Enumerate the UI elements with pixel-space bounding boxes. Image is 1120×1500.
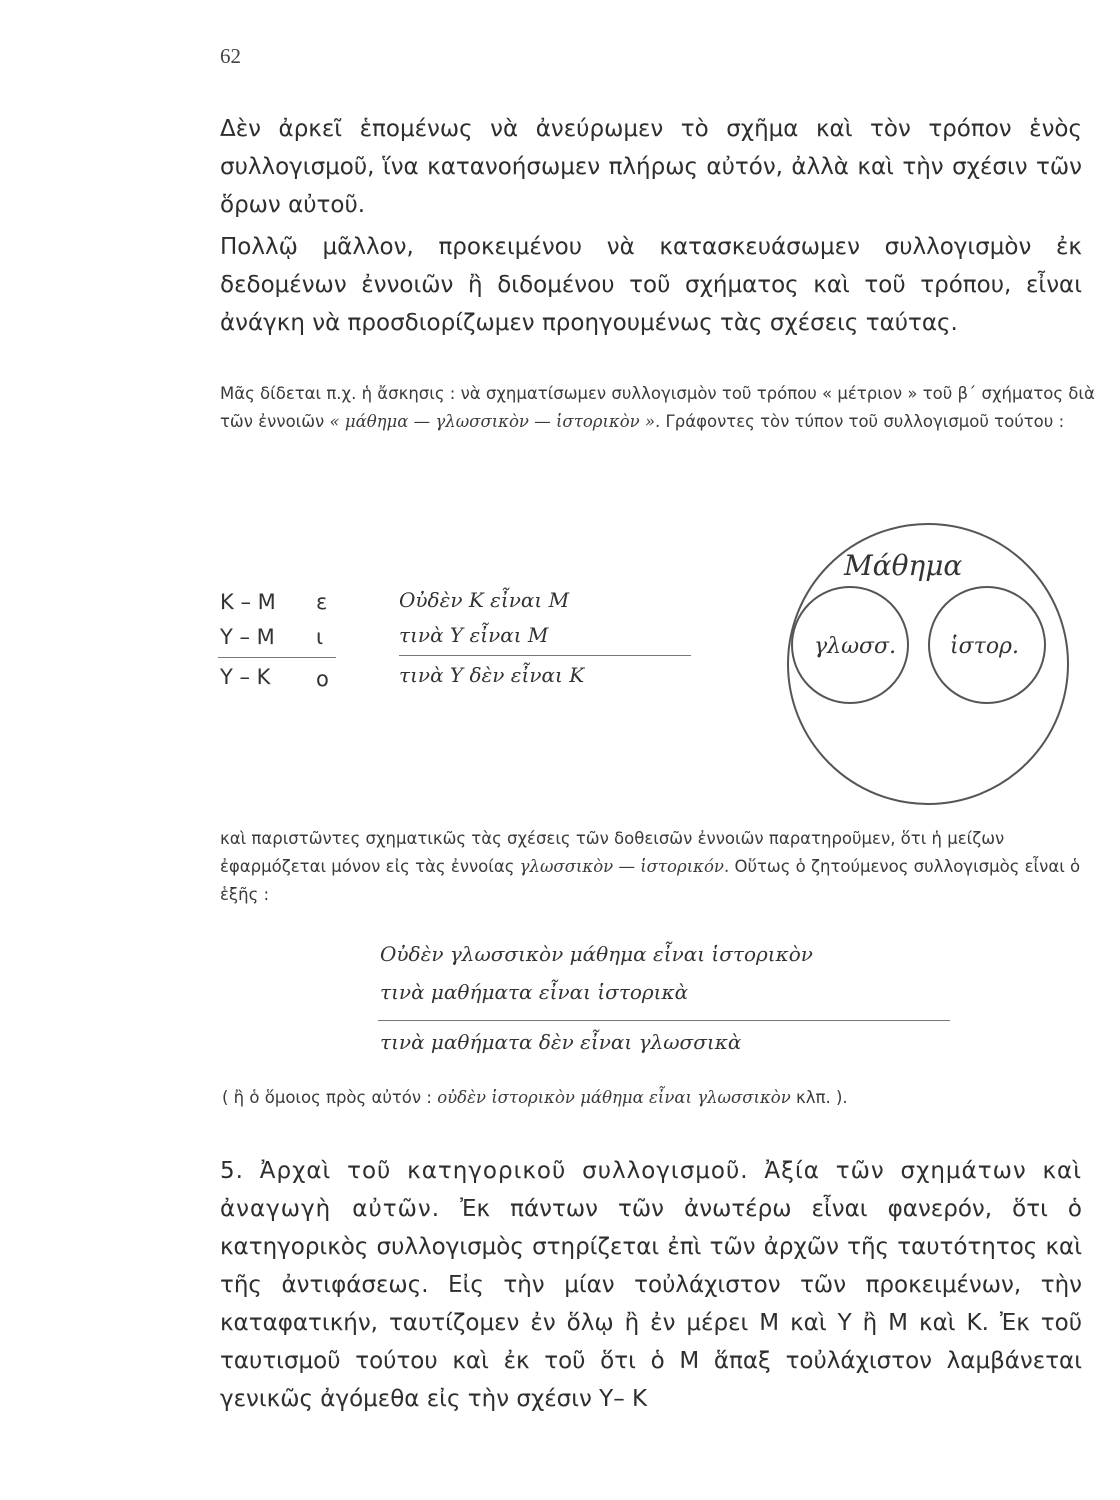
conclusion-rule	[378, 1020, 950, 1021]
note-italic: οὐδὲν ἱστορικὸν μάθημα εἶναι γλωσσικὸν	[437, 1088, 791, 1107]
formula-mood-1: ε	[316, 590, 328, 614]
conclusion-minor-premise: τινὰ μαθήματα εἶναι ἱστορικὰ	[380, 980, 689, 1004]
section-heading: 5. Ἀρχαὶ τοῦ κατηγορικοῦ συλλογισμοῦ. Ἀξία τῶν σχημάτων καὶ ἀναγωγὴ αὐτῶν.	[220, 1158, 1082, 1222]
section-body: Ἐκ πάντων τῶν ἀνωτέρω εἶναι φανερόν, ὅτι ὁ κατηγορικὸς συλλογισμὸς στηρίζεται ἐπὶ τῶν ἀρχῶν τῆς ταυτότητος καὶ τῆς ἀντιφάσεως. Εἰς τὴν μίαν τοὐλάχιστον τῶν προκειμένων, τὴν καταφατικήν, ταυτίζομεν ἐν ὅλῳ ἢ ἐν μέρει Μ καὶ Υ ἢ Μ καὶ Κ. Ἐκ τοῦ ταυτισμοῦ τούτου καὶ ἐκ τοῦ ὅτι ὁ Μ ἅπαξ τοὐλάχιστον λαμβάνεται γενικῶς ἀγόμεθα εἰς τὴν σχέσιν Υ– Κ	[220, 1196, 1083, 1412]
exercise-intro: Μᾶς δίδεται π.χ. ἡ ἄσκησις : νὰ σχηματίσωμεν συλλογισμὸν τοῦ τρόπου « μέτριον » τοῦ β΄ σχήματος διὰ τῶν ἐννοιῶν	[220, 384, 1095, 431]
formula-terms-1: Κ – Μ	[220, 590, 276, 614]
note-after: κλπ. ).	[796, 1088, 848, 1107]
explanation-concepts: γλωσσικὸν — ἱστορικόν.	[519, 857, 730, 876]
diagram-explanation	[220, 825, 1100, 909]
label-mathema: Μάθημα	[844, 549, 963, 582]
explanation-after: Οὕτως ὁ ζητούμενος συλλογισμὸς εἶναι ὁ ἑξῆς :	[220, 857, 1081, 904]
formula-sentence-1: Οὐδὲν Κ εἶναι Μ	[399, 588, 570, 612]
formula-terms-3: Υ – Κ	[220, 665, 271, 689]
conclusion-major-premise: Οὐδὲν γλωσσικὸν μάθημα εἶναι ἱστορικὸν	[380, 942, 813, 966]
alternative-note	[222, 1088, 848, 1107]
paragraph-intro: Δὲν ἀρκεῖ ἑπομένως νὰ ἀνεύρωμεν τὸ σχῆμα καὶ τὸν τρόπον ἑνὸς συλλογισμοῦ, ἵνα κατανοήσωμεν πλήρως αὐτόν, ἀλλὰ καὶ τὴν σχέσιν τῶν ὅρων αὐτοῦ.	[220, 116, 1082, 218]
page-number: 62	[220, 44, 241, 68]
label-glossikon: γλωσσ.	[814, 634, 897, 659]
formula-rule-left	[218, 657, 336, 658]
formula-terms-2: Υ – Μ	[220, 625, 275, 649]
formula-sentence-2: τινὰ Υ εἶναι Μ	[399, 623, 549, 647]
paragraph-construction: Πολλῷ μᾶλλον, προκειμένου νὰ κατασκευάσωμεν συλλογισμὸν ἐκ δεδομένων ἐννοιῶν ἢ διδομένου τοῦ σχήματος καὶ τοῦ τρόπου, εἶναι ἀνάγκη νὰ προσδιορίζωμεν προηγουμένως τὰς σχέσεις ταύτας.	[220, 234, 1082, 336]
formula-sentence-3: τινὰ Υ δὲν εἶναι Κ	[399, 663, 585, 687]
formula-mood-2: ι	[316, 625, 324, 649]
euler-diagram	[780, 515, 1080, 815]
exercise-concepts: « μάθημα — γλωσσικὸν — ἱστορικὸν ».	[329, 412, 661, 431]
exercise-paragraph	[220, 380, 1100, 436]
exercise-after: Γράφοντες τὸν τύπον τοῦ συλλογισμοῦ τούτου :	[665, 412, 1065, 431]
conclusion-result: τινὰ μαθήματα δὲν εἶναι γλωσσικὰ	[380, 1030, 742, 1054]
section-paragraph	[220, 1152, 1082, 1418]
explanation-before: καὶ παριστῶντες σχηματικῶς τὰς σχέσεις τῶν δοθεισῶν ἐννοιῶν παρατηροῦμεν, ὅτι ἡ μείζων ἐφαρμόζεται μόνον εἰς τὰς ἐννοίας	[220, 829, 1005, 876]
note-before: ( ἢ ὁ ὅμοιος πρὸς αὐτόν :	[222, 1088, 432, 1107]
formula-mood-3: ο	[316, 667, 329, 691]
label-istorikon: ἱστορ.	[950, 634, 1019, 659]
formula-rule-right	[399, 655, 691, 656]
